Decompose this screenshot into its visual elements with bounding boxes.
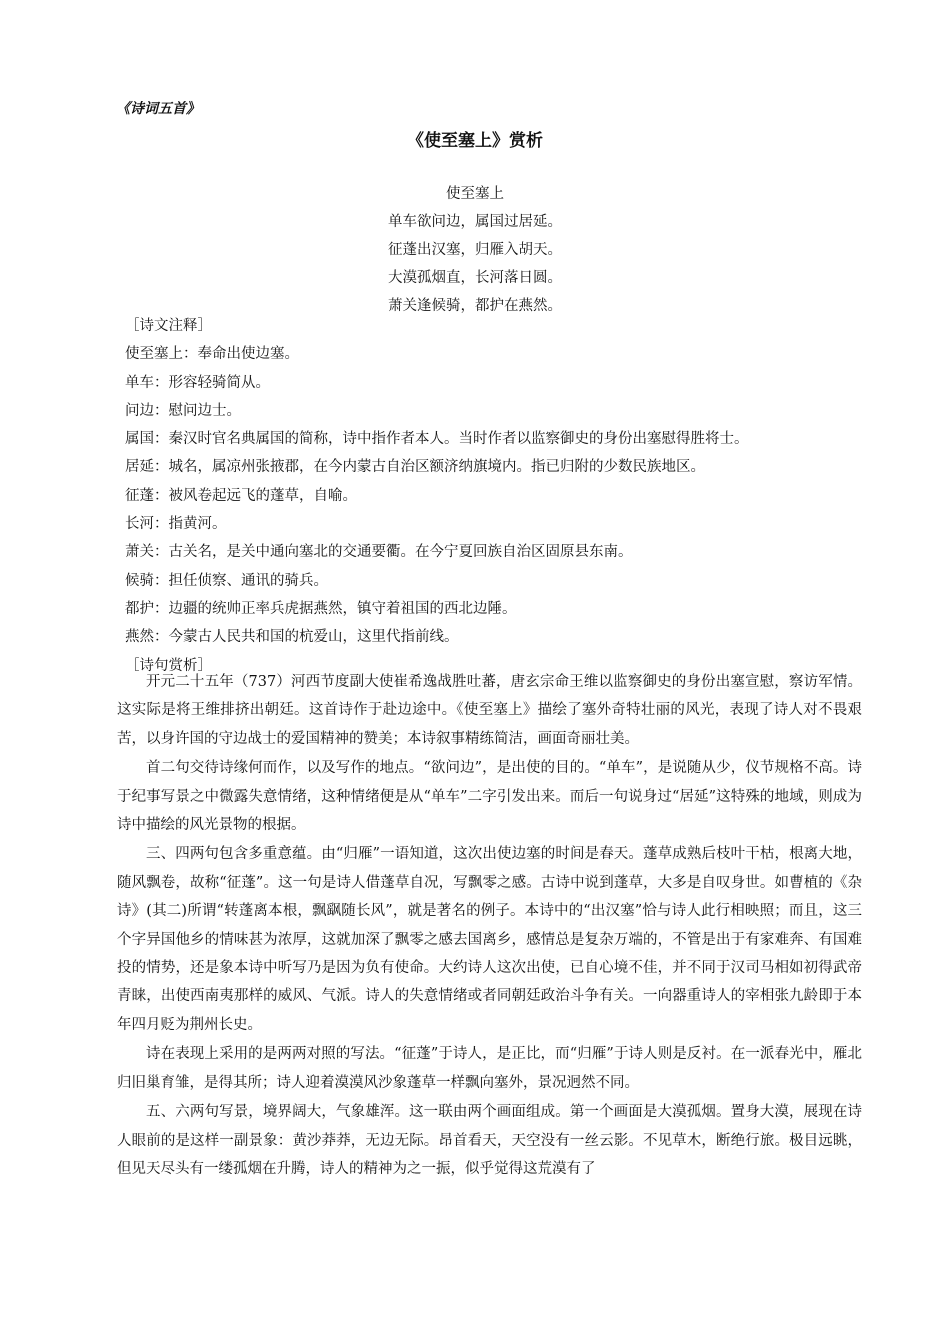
annotation-item: 征蓬：被风卷起远飞的蓬草，自喻。 [125, 487, 357, 504]
annotation-item: 居延：城名，属凉州张掖郡，在今内蒙古自治区额济纳旗境内。指已归附的少数民族地区。 [125, 459, 705, 476]
poem [0, 180, 950, 320]
series-title: 《诗词五首》 [116, 101, 200, 117]
annotation-item: 属国：秦汉时官名典属国的简称，诗中指作者本人。当时作者以监察御史的身份出塞慰得胜将士。 [125, 431, 749, 448]
poem-title: 使至塞上 [446, 186, 504, 202]
paragraph: 开元二十五年（737）河西节度副大使崔希逸战胜吐蕃，唐玄宗命王维以监察御史的身份出塞宣慰，察访军情。这实际是将王维排挤出朝廷。这首诗作于赴边途中。《使至塞上》描绘了塞外奇特壮丽的风光，表现了诗人对不畏艰苦，以身许国的守边战士的爱国精神的赞美；本诗叙事精练简洁，画面奇丽壮美。 [117, 674, 862, 747]
annotation-item: 问边：慰问边士。 [125, 402, 241, 419]
poem-line: 大漠孤烟直，长河落日圆。 [388, 270, 562, 286]
appreciation-body [117, 668, 862, 1183]
article-title: 《使至塞上》赏析 [407, 131, 543, 151]
annotation-item: 都护：边疆的统帅正率兵虎据燕然，镇守着祖国的西北边陲。 [125, 600, 517, 617]
annotations [125, 312, 749, 680]
annotation-item: 单车：形容轻骑简从。 [125, 374, 270, 391]
annotation-item: 萧关：古关名，是关中通向塞北的交通要衢。在今宁夏回族自治区固原县东南。 [125, 544, 633, 561]
paragraph: 首二句交待诗缘何而作，以及写作的地点。“欲问边”，是出使的目的。“单车”，是说随从少，仪节规格不高。诗于纪事写景之中微露失意情绪，这种情绪便是从“单车”二字引发出来。而后一句说身过“居延”这特殊的地域，则成为诗中描绘的风光景物的根据。 [117, 760, 862, 834]
poem-line: 征蓬出汉塞，归雁入胡天。 [388, 242, 562, 258]
annotations-heading: ［诗文注释］ [125, 318, 212, 334]
paragraph: 诗在表现上采用的是两两对照的写法。“征蓬”于诗人，是正比，而“归雁”于诗人则是反衬。在一派春光中，雁北归旧巢育雏，是得其所；诗人迎着漠漠风沙象蓬草一样飘向塞外，景况迥然不同。 [117, 1046, 862, 1091]
annotation-item: 使至塞上：奉命出使边塞。 [125, 346, 299, 363]
poem-line: 单车欲问边，属国过居延。 [388, 214, 562, 230]
annotation-item: 燕然：今蒙古人民共和国的杭爱山，这里代指前线。 [125, 629, 459, 646]
poem-line: 萧关逢候骑，都护在燕然。 [388, 298, 562, 314]
annotation-item: 长河：指黄河。 [125, 516, 227, 533]
appreciation-heading: ［诗句赏析］ [125, 657, 212, 674]
paragraph: 三、四两句包含多重意蕴。由“归雁”一语知道，这次出使边塞的时间是春天。蓬草成熟后枝叶干枯，根离大地，随风飘卷，故称“征蓬”。这一句是诗人借蓬草自况，写飘零之感。古诗中说到蓬草，大多是自叹身世。如曹植的《杂诗》(其二)所谓“转蓬离本根，飘飖随长风”，就是著名的例子。本诗中的“出汉塞”恰与诗人此行相映照；而且，这三个字异国他乡的情味甚为浓厚，这就加深了飘零之感去国离乡，感情总是复杂万端的，不管是出于有家难奔、有国难投的情势，还是象本诗中听写乃是因为负有使命。大约诗人这次出使，已自心境不佳，并不同于汉司马相如初得武帝青睐，出使西南夷那样的威风、气派。诗人的失意情绪或者同朝廷政治斗争有关。一向器重诗人的宰相张九龄即于本年四月贬为荆州长史。 [117, 846, 862, 1033]
paragraph: 五、六两句写景，境界阔大，气象雄浑。这一联由两个画面组成。第一个画面是大漠孤烟。置身大漠，展现在诗人眼前的是这样一副景象：黄沙莽莽，无边无际。昂首看天，天空没有一丝云影。不见草木，断绝行旅。极目远眺，但见天尽头有一缕孤烟在升腾，诗人的精神为之一振，似乎觉得这荒漠有了 [117, 1104, 862, 1177]
annotation-item: 候骑：担任侦察、通讯的骑兵。 [125, 572, 328, 589]
